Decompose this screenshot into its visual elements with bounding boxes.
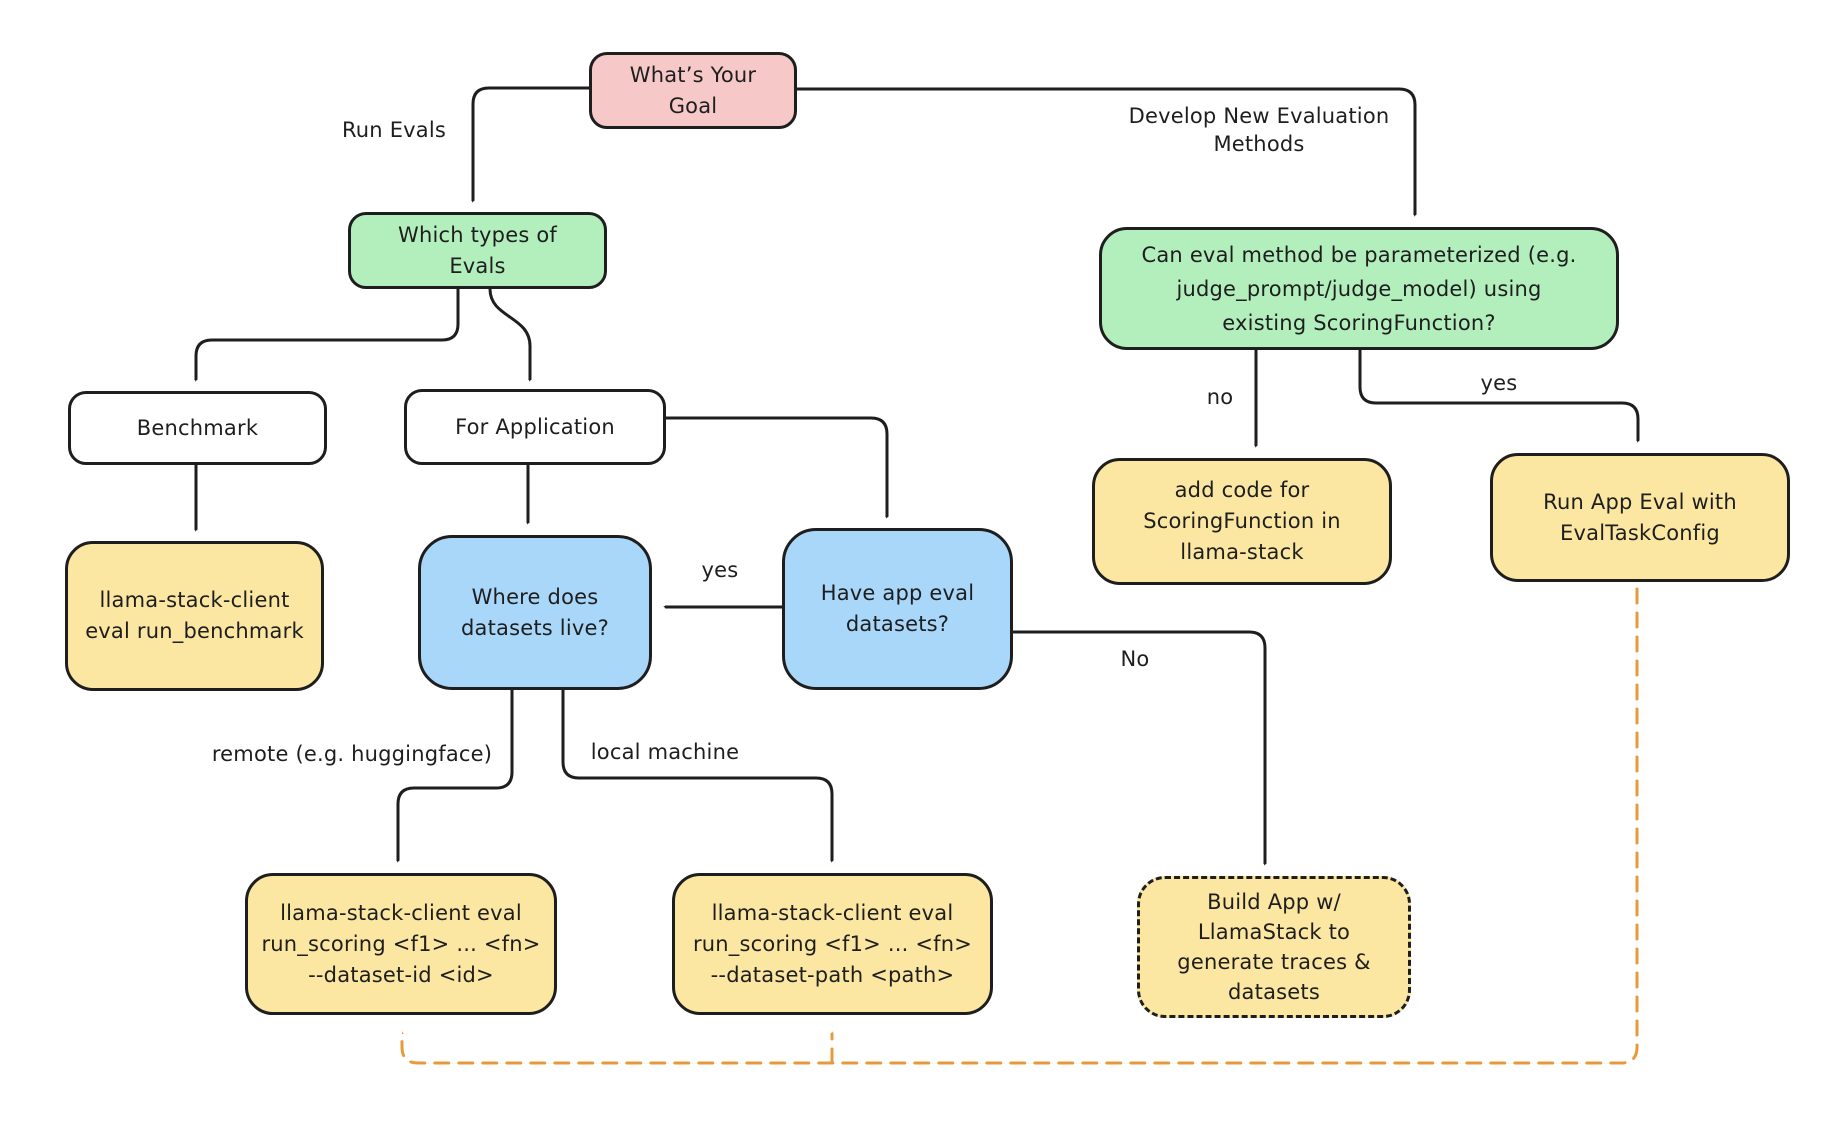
node-label-line: What’s Your — [629, 62, 757, 87]
node-where-does-datasets-live — [418, 535, 652, 690]
node-can-eval-method-be-parameterized — [1099, 227, 1619, 350]
node-label-line: LlamaStack to — [1197, 920, 1351, 944]
edge-label-develop-new-evaluation-methods: Develop New Evaluation Methods — [1128, 104, 1390, 156]
edge-which-types-to-for-application — [490, 289, 530, 379]
node-benchmark — [68, 391, 327, 465]
node-run-scoring-dataset-id — [245, 873, 557, 1015]
node-label-line: EvalTaskConfig — [1560, 520, 1720, 545]
node-have-app-eval-datasets — [782, 528, 1013, 690]
node-add-code-for-scoring-function — [1092, 458, 1392, 585]
node-label-line: add code for — [1174, 478, 1310, 502]
node-for-application — [404, 389, 666, 465]
node-label-line: datasets live? — [461, 615, 609, 640]
node-label-line: For Application — [455, 414, 615, 439]
node-label-line: --dataset-id <id> — [308, 962, 494, 987]
edge-goal-to-which-types — [473, 88, 589, 200]
edge-where-datasets-to-run-scoring-path-local — [563, 690, 832, 860]
node-label-line: datasets? — [845, 612, 950, 636]
edge-for-application-to-have-datasets — [666, 418, 887, 516]
node-label-line: Evals — [449, 253, 506, 278]
edge-label-yes-param: yes — [1480, 371, 1518, 395]
edge-label-yes-have-datasets: yes — [701, 558, 739, 582]
node-run-scoring-dataset-path — [672, 873, 993, 1015]
edge-label-local-machine: local machine — [590, 740, 740, 764]
node-label-line: eval run_benchmark — [85, 619, 304, 643]
node-label-line: Which types of — [397, 222, 557, 247]
node-label-line: judge_prompt/judge_model) using — [1176, 276, 1542, 301]
node-run-benchmark-command — [65, 541, 324, 691]
edge-label-no-have-datasets: No — [1120, 647, 1150, 671]
node-label-line: llama-stack — [1180, 540, 1304, 564]
node-label-line: llama-stack-client eval — [280, 900, 522, 925]
node-label-line: Goal — [668, 93, 718, 118]
node-label-line: generate traces & — [1177, 950, 1371, 974]
node-label-line: run_scoring <f1> ... <fn> — [692, 931, 973, 956]
node-whats-your-goal — [589, 52, 797, 129]
node-label-line: --dataset-path <path> — [710, 962, 955, 987]
edge-which-types-to-benchmark — [196, 289, 458, 379]
node-label-line: ScoringFunction in — [1143, 509, 1341, 533]
node-label-line: run_scoring <f1> ... <fn> — [261, 931, 541, 956]
edge-label-remote-huggingface: remote (e.g. huggingface) — [211, 742, 493, 766]
node-label-line: datasets — [1228, 980, 1320, 1004]
node-label-line: llama-stack-client — [99, 588, 290, 612]
node-label-line: Have app eval — [820, 581, 975, 605]
node-label-line: Run App Eval with — [1543, 489, 1737, 514]
edge-where-datasets-to-run-scoring-id-remote — [398, 690, 512, 860]
node-label-line: llama-stack-client eval — [711, 900, 954, 925]
node-label-line: existing ScoringFunction? — [1222, 310, 1496, 335]
node-label-line: Benchmark — [136, 415, 259, 440]
edge-label-run-evals: Run Evals — [341, 118, 447, 142]
node-label-line: Where does — [471, 584, 599, 609]
node-run-app-eval-with-evaltaskconfig — [1490, 453, 1790, 582]
node-which-types-of-evals — [348, 212, 607, 289]
node-label-line: Can eval method be parameterized (e.g. — [1141, 242, 1577, 267]
node-build-app-with-llamastack — [1137, 876, 1411, 1018]
edge-label-no-param: no — [1206, 385, 1234, 409]
node-label-line: Build App w/ — [1207, 890, 1341, 914]
